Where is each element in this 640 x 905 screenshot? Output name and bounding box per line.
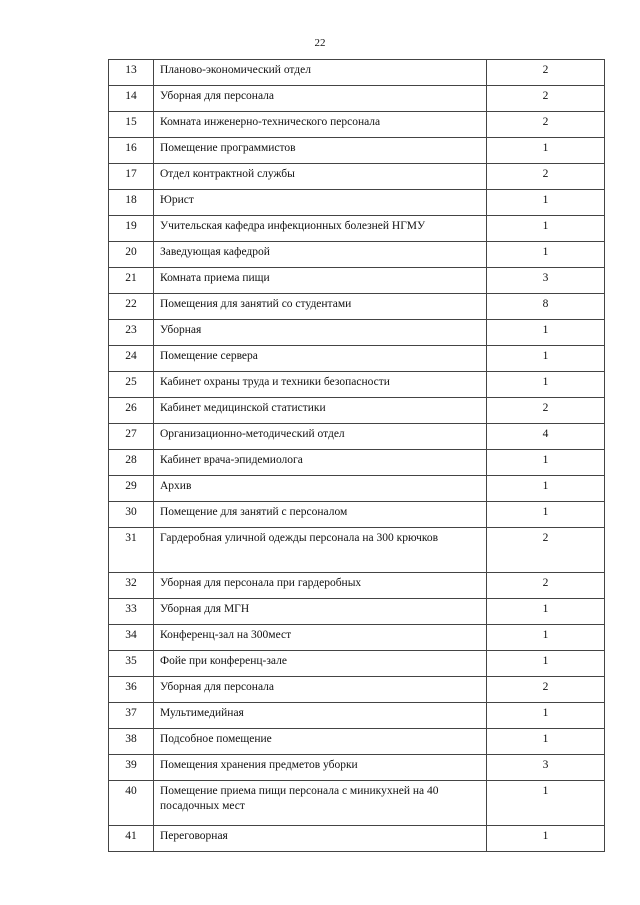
row-number: 18 <box>109 190 154 216</box>
room-name: Отдел контрактной службы <box>154 164 487 190</box>
room-name: Помещение приема пищи персонала с миникухней на 40 посадочных мест <box>154 781 487 826</box>
row-number: 39 <box>109 755 154 781</box>
table-row <box>109 729 605 755</box>
row-number: 26 <box>109 398 154 424</box>
row-number: 21 <box>109 268 154 294</box>
row-number: 31 <box>109 528 154 573</box>
table-row <box>109 138 605 164</box>
room-quantity: 2 <box>487 677 605 703</box>
room-name: Организационно-методический отдел <box>154 424 487 450</box>
room-name: Архив <box>154 476 487 502</box>
room-name: Заведующая кафедрой <box>154 242 487 268</box>
room-quantity: 1 <box>487 703 605 729</box>
row-number: 34 <box>109 625 154 651</box>
room-quantity: 1 <box>487 346 605 372</box>
room-quantity: 1 <box>487 781 605 826</box>
row-number: 41 <box>109 826 154 852</box>
room-name: Помещение для занятий с персоналом <box>154 502 487 528</box>
table-row <box>109 826 605 852</box>
row-number: 25 <box>109 372 154 398</box>
row-number: 30 <box>109 502 154 528</box>
table-row <box>109 112 605 138</box>
room-quantity: 2 <box>487 164 605 190</box>
room-name: Конференц-зал на 300мест <box>154 625 487 651</box>
table-row <box>109 190 605 216</box>
room-quantity: 4 <box>487 424 605 450</box>
table-row <box>109 755 605 781</box>
room-quantity: 1 <box>487 625 605 651</box>
table-row <box>109 476 605 502</box>
row-number: 15 <box>109 112 154 138</box>
table-row <box>109 651 605 677</box>
room-quantity: 1 <box>487 450 605 476</box>
rooms-table-body <box>109 60 605 852</box>
table-row <box>109 86 605 112</box>
room-quantity: 2 <box>487 60 605 86</box>
room-name: Кабинет медицинской статистики <box>154 398 487 424</box>
table-row <box>109 450 605 476</box>
page-number: 22 <box>314 37 326 49</box>
table-row <box>109 398 605 424</box>
row-number: 29 <box>109 476 154 502</box>
room-quantity: 1 <box>487 242 605 268</box>
table-row <box>109 599 605 625</box>
table-row <box>109 502 605 528</box>
table-row <box>109 216 605 242</box>
row-number: 36 <box>109 677 154 703</box>
table-row <box>109 625 605 651</box>
table-row <box>109 781 605 826</box>
row-number: 19 <box>109 216 154 242</box>
room-quantity: 8 <box>487 294 605 320</box>
room-name: Комната инженерно-технического персонала <box>154 112 487 138</box>
row-number: 17 <box>109 164 154 190</box>
room-quantity: 2 <box>487 573 605 599</box>
room-name: Переговорная <box>154 826 487 852</box>
room-name: Уборная для МГН <box>154 599 487 625</box>
row-number: 13 <box>109 60 154 86</box>
room-quantity: 1 <box>487 216 605 242</box>
table-row <box>109 294 605 320</box>
room-quantity: 3 <box>487 755 605 781</box>
table-row <box>109 703 605 729</box>
room-name: Уборная для персонала <box>154 677 487 703</box>
room-name: Планово-экономический отдел <box>154 60 487 86</box>
room-quantity: 1 <box>487 826 605 852</box>
room-name: Гардеробная уличной одежды персонала на 300 крючков <box>154 528 487 573</box>
room-name: Уборная для персонала при гардеробных <box>154 573 487 599</box>
room-name: Фойе при конференц-зале <box>154 651 487 677</box>
row-number: 28 <box>109 450 154 476</box>
room-quantity: 1 <box>487 320 605 346</box>
room-name: Помещение программистов <box>154 138 487 164</box>
row-number: 40 <box>109 781 154 826</box>
room-name: Помещения для занятий со студентами <box>154 294 487 320</box>
table-row <box>109 528 605 573</box>
row-number: 33 <box>109 599 154 625</box>
room-quantity: 1 <box>487 476 605 502</box>
row-number: 14 <box>109 86 154 112</box>
room-name: Учительская кафедра инфекционных болезней НГМУ <box>154 216 487 242</box>
room-name: Помещения хранения предметов уборки <box>154 755 487 781</box>
table-row <box>109 573 605 599</box>
table-row <box>109 164 605 190</box>
row-number: 27 <box>109 424 154 450</box>
table-row <box>109 372 605 398</box>
room-quantity: 1 <box>487 502 605 528</box>
row-number: 37 <box>109 703 154 729</box>
room-name: Подсобное помещение <box>154 729 487 755</box>
room-name: Кабинет врача-эпидемиолога <box>154 450 487 476</box>
room-quantity: 1 <box>487 138 605 164</box>
room-quantity: 1 <box>487 729 605 755</box>
room-quantity: 1 <box>487 372 605 398</box>
room-name: Кабинет охраны труда и техники безопасности <box>154 372 487 398</box>
table-row <box>109 424 605 450</box>
table-row <box>109 320 605 346</box>
table-row <box>109 60 605 86</box>
table-row <box>109 242 605 268</box>
room-quantity: 2 <box>487 528 605 573</box>
room-quantity: 1 <box>487 599 605 625</box>
room-name: Уборная <box>154 320 487 346</box>
room-name: Комната приема пищи <box>154 268 487 294</box>
table-row <box>109 346 605 372</box>
room-name: Помещение сервера <box>154 346 487 372</box>
row-number: 24 <box>109 346 154 372</box>
room-quantity: 3 <box>487 268 605 294</box>
row-number: 20 <box>109 242 154 268</box>
rooms-table <box>108 59 605 852</box>
room-quantity: 1 <box>487 651 605 677</box>
row-number: 16 <box>109 138 154 164</box>
row-number: 38 <box>109 729 154 755</box>
table-row <box>109 268 605 294</box>
room-name: Юрист <box>154 190 487 216</box>
room-name: Мультимедийная <box>154 703 487 729</box>
row-number: 32 <box>109 573 154 599</box>
row-number: 23 <box>109 320 154 346</box>
room-quantity: 2 <box>487 398 605 424</box>
room-quantity: 2 <box>487 86 605 112</box>
row-number: 35 <box>109 651 154 677</box>
room-quantity: 1 <box>487 190 605 216</box>
room-name: Уборная для персонала <box>154 86 487 112</box>
table-row <box>109 677 605 703</box>
room-quantity: 2 <box>487 112 605 138</box>
row-number: 22 <box>109 294 154 320</box>
